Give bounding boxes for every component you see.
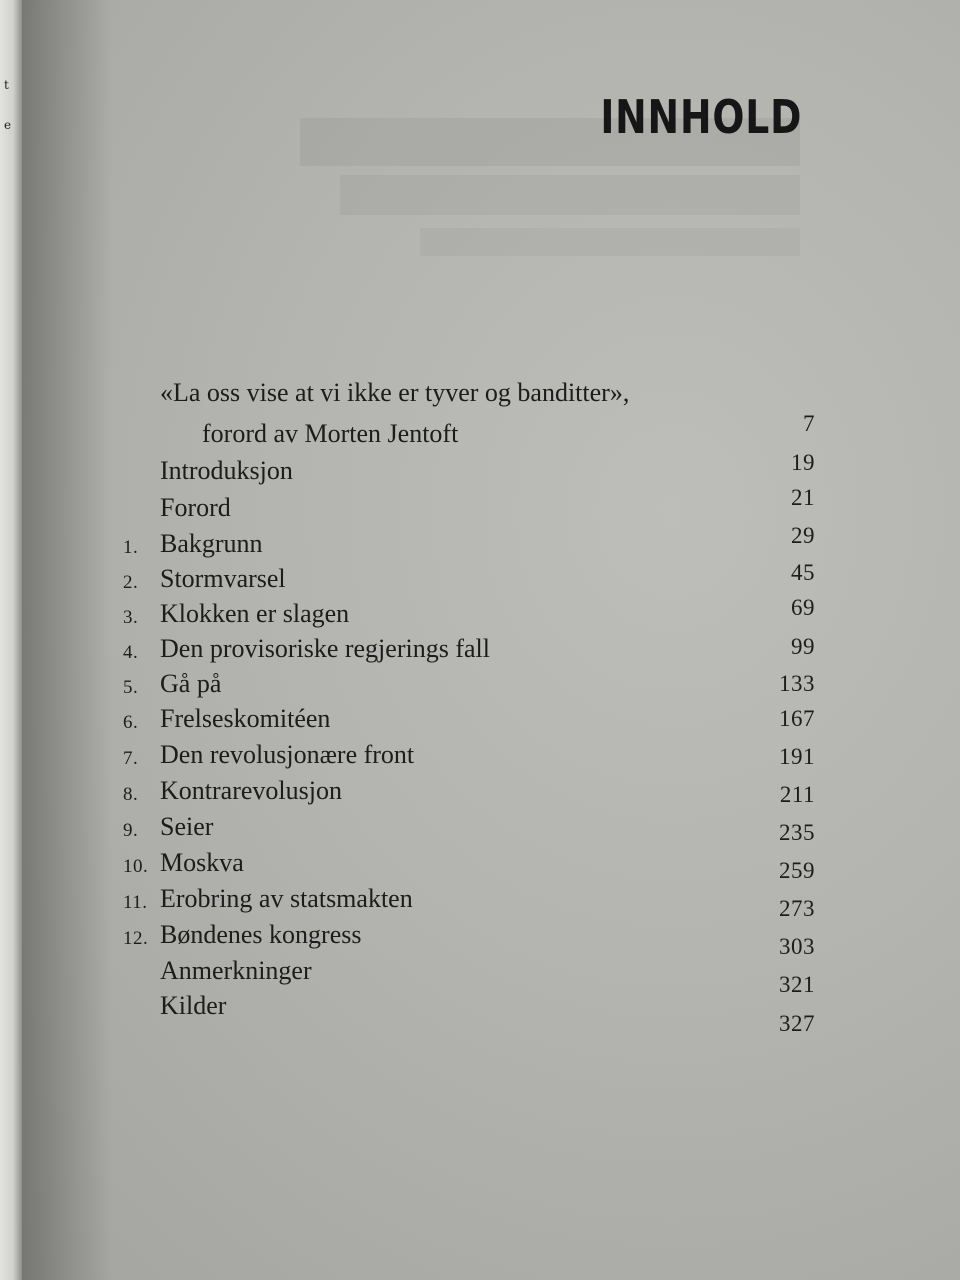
entry-title: Introduksjon <box>160 456 293 485</box>
chapter-number: 1. <box>123 537 139 558</box>
entry-title: Den revolusjonære front <box>160 740 415 769</box>
page-number: 29 <box>791 523 815 548</box>
entry-title: forord av Morten Jentoft <box>202 419 459 448</box>
page-number: 167 <box>779 706 815 731</box>
entry-title: Kilder <box>160 991 227 1020</box>
toc-entry <box>0 485 960 529</box>
toc-entry <box>0 920 960 959</box>
entry-title: Erobring av statsmakten <box>160 884 413 913</box>
page-number: 235 <box>779 820 815 845</box>
entry-title: Klokken er slagen <box>160 599 350 628</box>
toc-entry <box>0 704 960 740</box>
toc-entry <box>0 848 960 884</box>
toc-entry <box>0 450 960 492</box>
entry-title: Bøndenes kongress <box>160 920 362 949</box>
page-number: 21 <box>791 485 815 510</box>
toc-entry <box>0 411 960 455</box>
toc-entry <box>0 634 960 670</box>
entry-title: Gå på <box>160 669 222 698</box>
chapter-number: 4. <box>123 642 139 663</box>
chapter-number: 9. <box>123 820 139 841</box>
chapter-number: 2. <box>123 572 139 593</box>
page-number: 327 <box>779 1011 815 1036</box>
page-number: 303 <box>779 934 815 959</box>
edge-mark: e <box>4 118 12 132</box>
toc-entry <box>0 884 960 920</box>
entry-title: Frelseskomitéen <box>160 704 331 733</box>
page-number: 7 <box>803 411 815 436</box>
toc-entry <box>0 378 960 414</box>
toc-entry <box>0 560 960 600</box>
page-number: 99 <box>791 634 815 659</box>
page-number: 191 <box>779 744 815 769</box>
page-title: INNHOLD <box>600 90 802 144</box>
chapter-number: 3. <box>123 607 139 628</box>
toc-entry <box>0 523 960 565</box>
chapter-number: 6. <box>123 712 139 733</box>
page-number: 45 <box>791 560 815 585</box>
entry-title: Den provisoriske regjerings fall <box>160 634 490 663</box>
toc-entry <box>0 991 960 1036</box>
toc-entry <box>0 956 960 997</box>
toc-entry <box>0 669 960 705</box>
chapter-number: 11. <box>123 892 148 913</box>
page-number: 69 <box>791 595 815 620</box>
entry-title: Bakgrunn <box>160 529 263 558</box>
chapter-number: 8. <box>123 784 139 805</box>
toc-entry <box>0 740 960 776</box>
page-number: 321 <box>779 972 815 997</box>
page-number: 133 <box>779 671 815 696</box>
chapter-number: 10. <box>123 856 149 877</box>
toc-entry <box>0 776 960 812</box>
entry-title: «La oss vise at vi ikke er tyver og banditter», <box>160 378 630 407</box>
page-number: 259 <box>779 858 815 883</box>
chapter-number: 7. <box>123 748 139 769</box>
entry-title: Forord <box>160 493 231 522</box>
entry-title: Anmerkninger <box>160 956 312 985</box>
edge-mark: t <box>4 78 9 92</box>
chapter-number: 5. <box>123 677 139 698</box>
entry-title: Kontrarevolusjon <box>160 776 342 805</box>
entry-title: Seier <box>160 812 214 841</box>
page-number: 273 <box>779 896 815 921</box>
page-number: 19 <box>791 450 815 475</box>
page-number: 211 <box>779 782 815 807</box>
toc-entry <box>0 812 960 848</box>
toc-entry <box>0 595 960 635</box>
entry-title: Stormvarsel <box>160 564 286 593</box>
entry-title: Moskva <box>160 848 244 877</box>
chapter-number: 12. <box>123 928 149 949</box>
